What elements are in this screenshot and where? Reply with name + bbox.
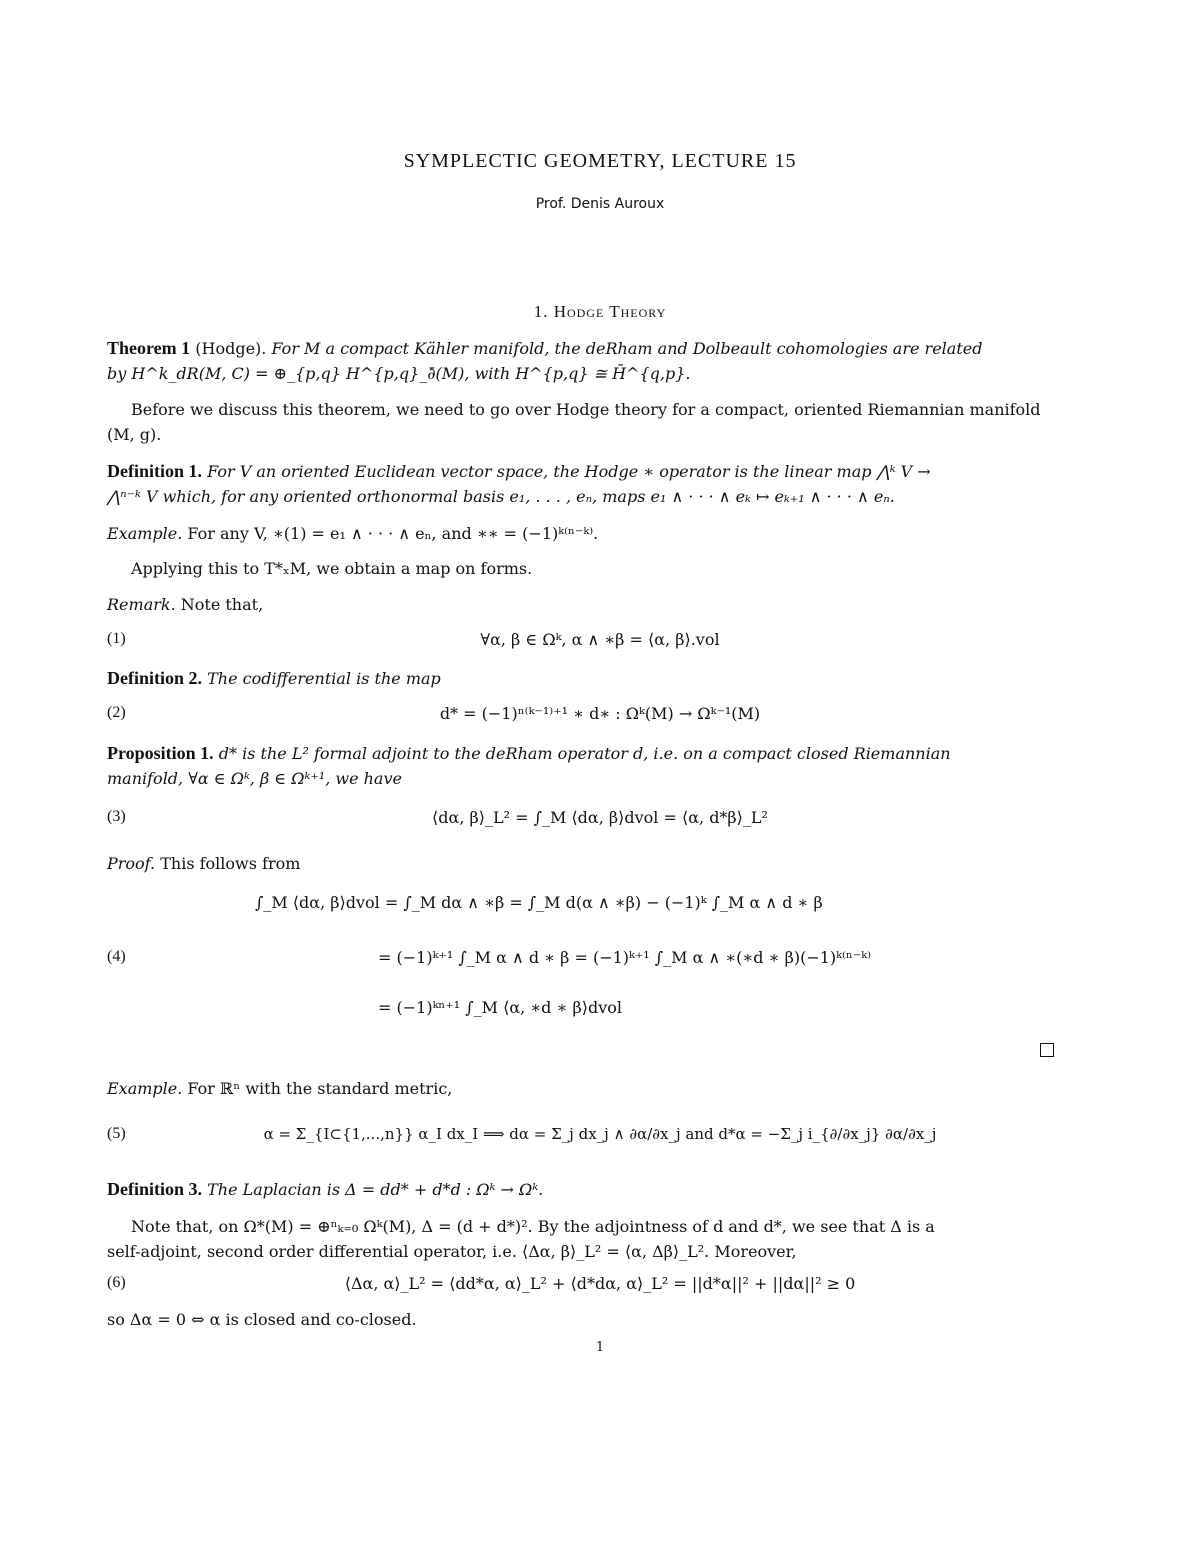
equation-3: ⟨dα, β⟩_L² = ∫_M ⟨dα, β⟩dvol = ⟨α, d*β⟩_L² xyxy=(432,808,768,827)
page-number: 1 xyxy=(595,1340,605,1355)
example-1 xyxy=(107,521,1057,546)
theorem-attribution: (Hodge). xyxy=(195,339,267,358)
proposition-text-2: manifold, ∀α ∈ Ωᵏ, β ∈ Ωᵏ⁺¹, we have xyxy=(107,769,402,788)
equation-number: (1) xyxy=(107,630,126,647)
paragraph-line: (M, g). xyxy=(107,425,162,444)
paragraph-line: Before we discuss this theorem, we need to go over Hodge theory for a compact, oriented Riemannian manifold xyxy=(131,400,1041,419)
theorem-1 xyxy=(107,336,1057,386)
paragraph-line: self-adjoint, second order differential operator, i.e. ⟨Δα, β⟩_L² = ⟨α, Δβ⟩_L². Moreover, xyxy=(107,1242,797,1261)
closing-line xyxy=(107,1307,1057,1332)
definition-label: Definition 3. xyxy=(107,1179,203,1199)
proof-text: This follows from xyxy=(160,854,301,873)
theorem-text: For M a compact Kähler manifold, the deRham and Dolbeault cohomologies are related xyxy=(271,339,983,358)
remark-label: Remark. xyxy=(107,595,176,614)
paragraph-laplacian xyxy=(107,1214,1057,1264)
section-number: 1. xyxy=(533,302,549,321)
proof xyxy=(107,851,1057,876)
proposition-text: d* is the L² formal adjoint to the deRham operator d, i.e. on a compact closed Riemannian xyxy=(218,744,951,763)
remark xyxy=(107,592,1057,617)
proposition-label: Proposition 1. xyxy=(107,743,214,763)
proposition-1 xyxy=(107,741,1057,791)
qed-icon xyxy=(1040,1043,1054,1057)
definition-3 xyxy=(107,1177,1057,1202)
paragraph-intro xyxy=(107,397,1057,447)
example-text: For any V, ∗(1) = e₁ ∧ · · · ∧ eₙ, and ∗∗ = (−1)ᵏ⁽ⁿ⁻ᵏ⁾. xyxy=(187,524,599,543)
equation-number: (6) xyxy=(107,1274,126,1291)
equation-2: d* = (−1)ⁿ⁽ᵏ⁻¹⁾⁺¹ ∗ d∗ : Ωᵏ(M) → Ωᵏ⁻¹(M) xyxy=(439,704,761,723)
closing-text: so Δα = 0 ⇔ α is closed and co-closed. xyxy=(107,1310,417,1329)
equation-4-line-1: ∫_M ⟨dα, β⟩dvol = ∫_M dα ∧ ∗β = ∫_M d(α ∧ ∗β) − (−1)ᵏ ∫_M α ∧ d ∗ β xyxy=(255,893,823,912)
remark-text: Note that, xyxy=(180,595,264,614)
definition-text-2: ⋀ⁿ⁻ᵏ V which, for any oriented orthonormal basis e₁, . . . , eₙ, maps e₁ ∧ · · · ∧ eₖ ↦ eₖ₊₁ ∧ · · · ∧ eₙ. xyxy=(107,487,895,506)
author-line: Prof. Denis Auroux xyxy=(535,196,665,212)
definition-2 xyxy=(107,666,1057,691)
equation-number: (4) xyxy=(107,948,126,965)
equation-1: ∀α, β ∈ Ωᵏ, α ∧ ∗β = ⟨α, β⟩.vol xyxy=(480,630,720,649)
example-label: Example. xyxy=(107,1079,183,1098)
equation-6: ⟨Δα, α⟩_L² = ⟨dd*α, α⟩_L² + ⟨d*dα, α⟩_L² = ||d*α||² + ||dα||² ≥ 0 xyxy=(344,1274,856,1293)
proof-label: Proof. xyxy=(107,854,156,873)
section-title: Hodge Theory xyxy=(553,302,667,321)
page-title: SYMPLECTIC GEOMETRY, LECTURE 15 xyxy=(403,150,797,172)
paragraph-line: Note that, on Ω*(M) = ⊕ⁿₖ₌₀ Ωᵏ(M), Δ = (d + d*)². By the adjointness of d and d*, we see that Δ is a xyxy=(131,1217,935,1236)
example-text: For ℝⁿ with the standard metric, xyxy=(187,1079,453,1098)
definition-text: For V an oriented Euclidean vector space, the Hodge ∗ operator is the linear map ⋀ᵏ V → xyxy=(207,462,931,481)
definition-label: Definition 2. xyxy=(107,668,203,688)
paragraph-forms xyxy=(107,556,1057,581)
definition-text: The Laplacian is Δ = dd* + d*d : Ωᵏ → Ωᵏ. xyxy=(207,1180,544,1199)
definition-label: Definition 1. xyxy=(107,461,203,481)
section-heading xyxy=(0,302,1200,322)
example-label: Example. xyxy=(107,524,183,543)
definition-1 xyxy=(107,459,1057,509)
equation-5: α = Σ_{I⊂{1,...,n}} α_I dx_I ⟹ dα = Σ_j dx_j ∧ ∂α/∂x_j and d*α = −Σ_j i_{∂/∂x_j} ∂α/∂x_j xyxy=(263,1125,937,1143)
equation-4-line-2: = (−1)ᵏ⁺¹ ∫_M α ∧ d ∗ β = (−1)ᵏ⁺¹ ∫_M α ∧ ∗(∗d ∗ β)(−1)ᵏ⁽ⁿ⁻ᵏ⁾ xyxy=(378,948,872,967)
definition-text: The codifferential is the map xyxy=(207,669,441,688)
equation-4-line-3: = (−1)ᵏⁿ⁺¹ ∫_M ⟨α, ∗d ∗ β⟩dvol xyxy=(378,998,622,1017)
example-2 xyxy=(107,1076,1057,1101)
theorem-label: Theorem 1 xyxy=(107,338,191,358)
equation-number: (2) xyxy=(107,704,126,721)
equation-number: (5) xyxy=(107,1125,126,1142)
equation-number: (3) xyxy=(107,808,126,825)
theorem-text-2: by H^k_dR(M, C) = ⊕_{p,q} H^{p,q}_∂̄(M), with H^{p,q} ≅ H̄^{q,p}. xyxy=(107,364,691,383)
paragraph-line: Applying this to T*ₓM, we obtain a map on forms. xyxy=(131,559,533,578)
